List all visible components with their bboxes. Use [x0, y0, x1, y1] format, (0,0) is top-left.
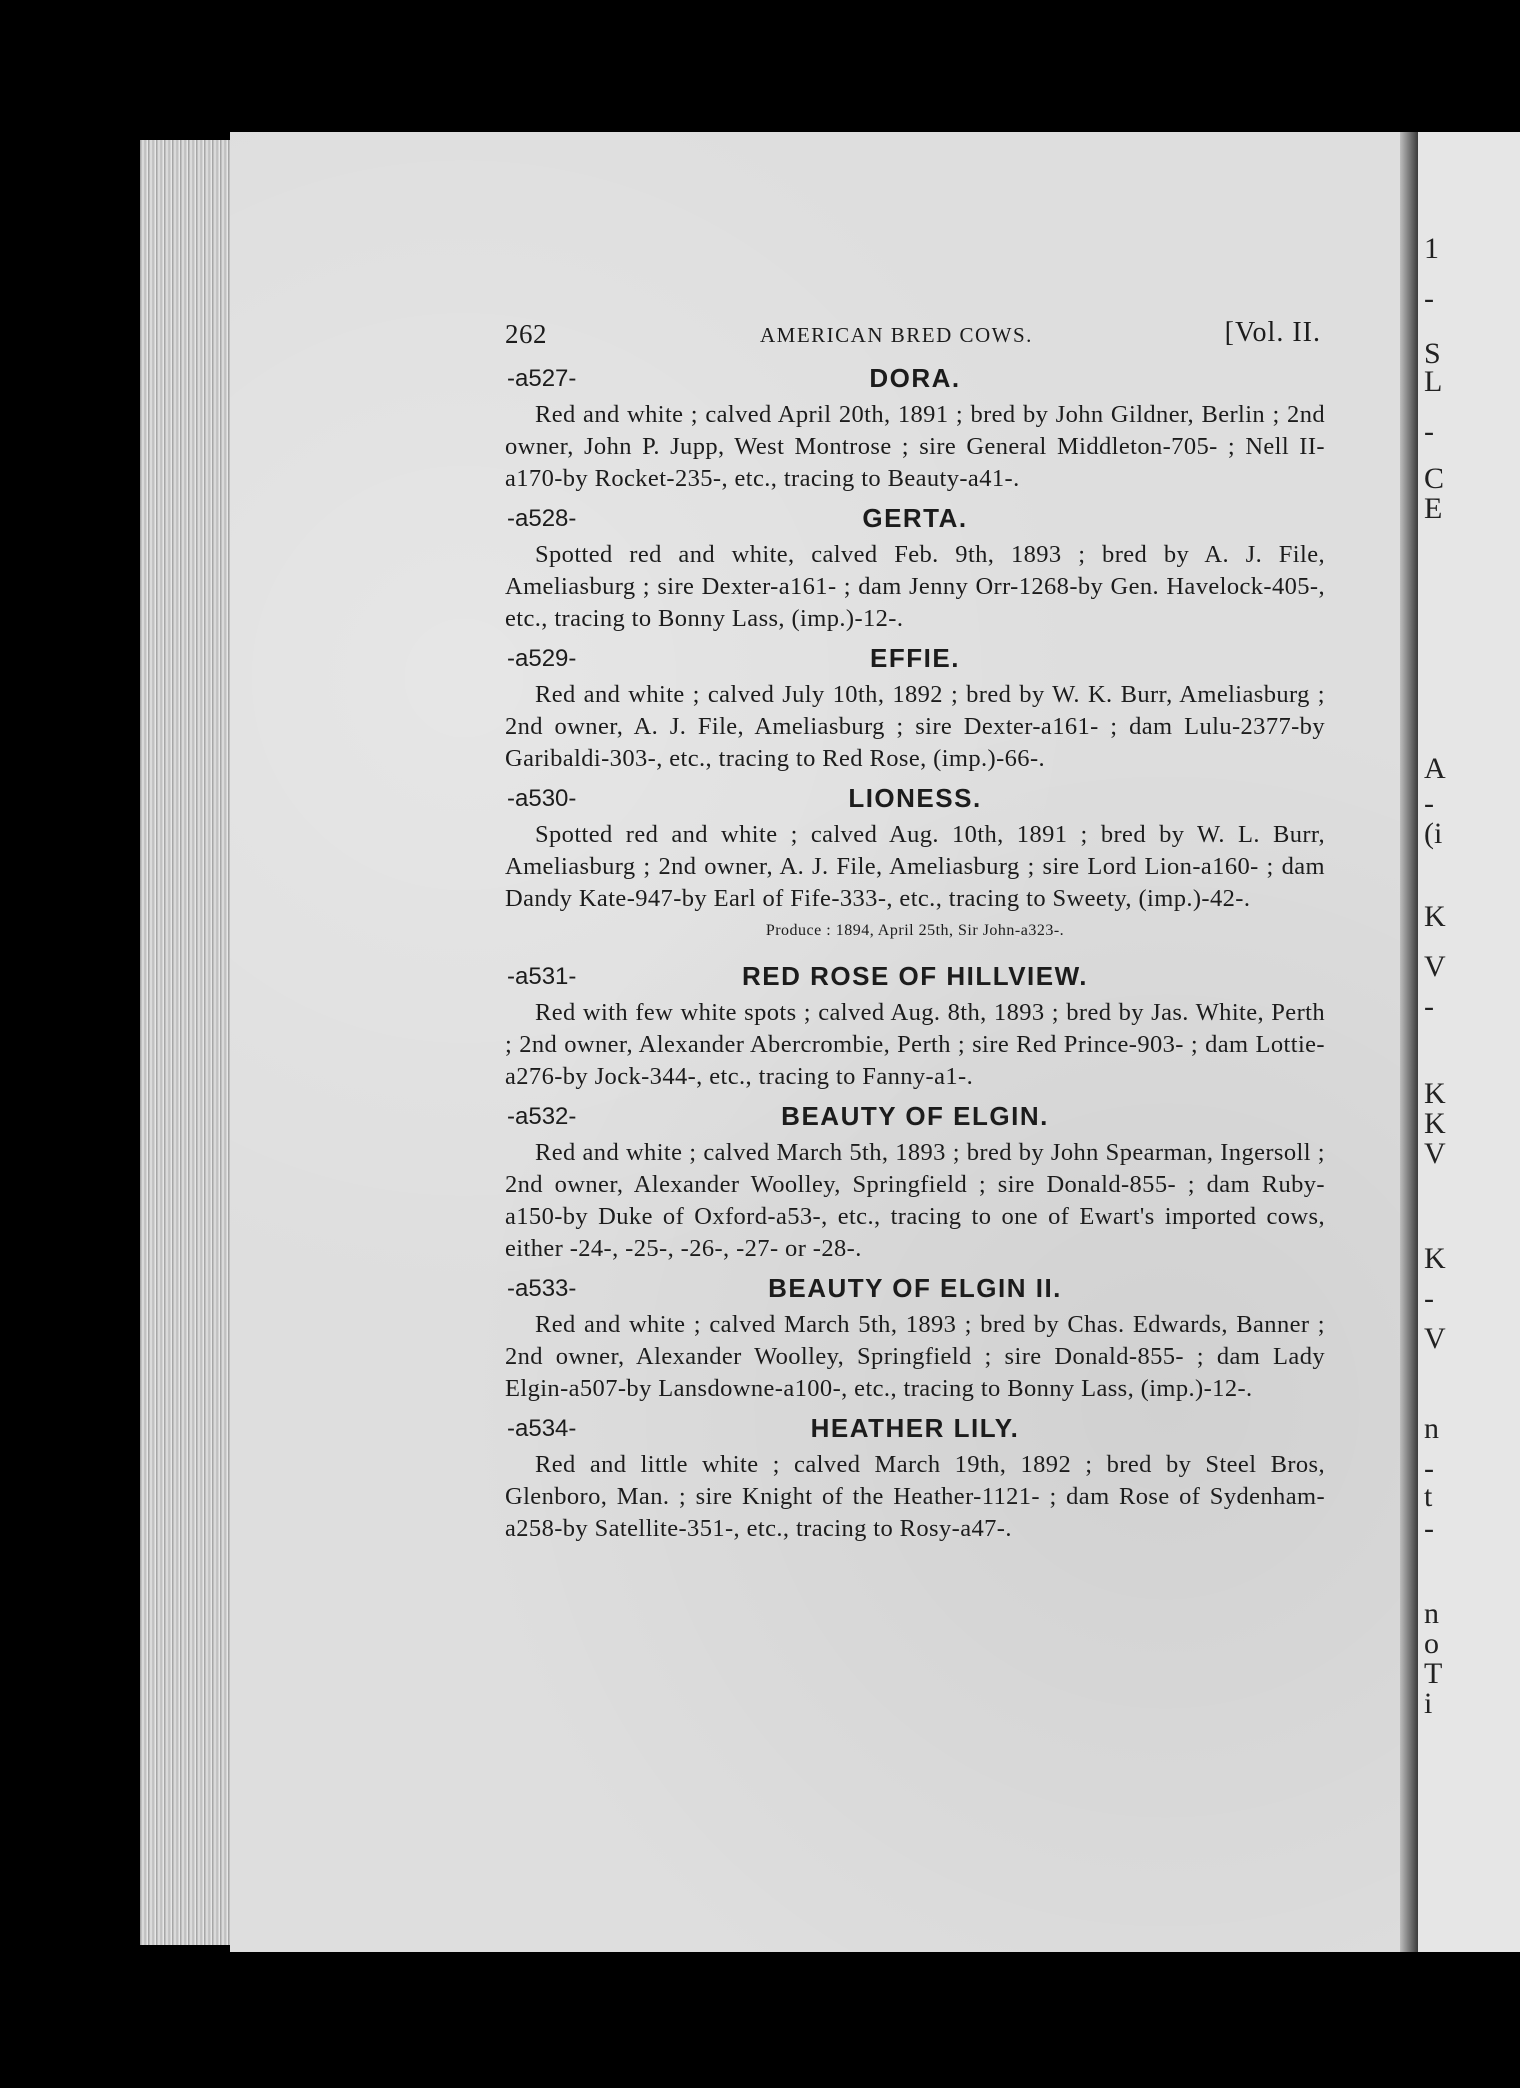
facing-page-fragment: n — [1424, 1412, 1439, 1445]
entry-description: Red and little white ; calved March 19th, 1892 ; bred by Steel Bros, Glenboro, Man. ; sire Knight of the Heather-1121- ; dam Rose of Sydenham-a258-by Satellite-351-, etc., tracing to Rosy-a47-. — [505, 1451, 1325, 1542]
book-gutter — [1400, 132, 1418, 1952]
facing-page-fragment: K — [1424, 1107, 1446, 1140]
facing-page-fragment: K — [1424, 1077, 1446, 1110]
entry-heading — [505, 779, 1325, 819]
cow-entry — [505, 359, 1325, 495]
entry-description: Red and white ; calved July 10th, 1892 ; bred by W. K. Burr, Ameliasburg ; 2nd owner, A. J. File, Ameliasburg ; sire Dexter-a161- ; dam Lulu-2377-by Garibaldi-303-, etc., tracing to Red Rose, (imp.)-66-. — [505, 681, 1325, 772]
cow-entry — [505, 957, 1325, 1093]
facing-page-fragment: 1 — [1424, 232, 1439, 265]
entry-description: Red and white ; calved March 5th, 1893 ; bred by Chas. Edwards, Banner ; 2nd owner, Alexander Woolley, Springfield ; sire Donald-855- ; dam Lady Elgin-a507-by Lansdowne-a100-, etc., tracing to Bonny Lass, (imp.)-12-. — [505, 1311, 1325, 1402]
facing-page-fragment: n — [1424, 1597, 1439, 1630]
cow-name: DORA. — [869, 363, 961, 393]
entry-description: Spotted red and white ; calved Aug. 10th, 1891 ; bred by W. L. Burr, Ameliasburg ; 2nd owner, A. J. File, Ameliasburg ; sire Lord Lion-a160- ; dam Dandy Kate-947-by Earl of Fife-333-, etc., tracing to Sweety, (imp.)-42-. — [505, 821, 1325, 912]
cow-entry — [505, 639, 1325, 775]
entry-heading — [505, 499, 1325, 539]
entry-description: Red with few white spots ; calved Aug. 8th, 1893 ; bred by Jas. White, Perth ; 2nd owner, Alexander Abercrombie, Perth ; sire Red Prince-903- ; dam Lottie-a276-by Jock-344-, etc., tracing to Fanny-a1-. — [505, 999, 1325, 1090]
facing-page-fragment: - — [1424, 415, 1434, 448]
entry-heading — [505, 639, 1325, 679]
running-head — [505, 315, 1325, 355]
facing-page-fragment: o — [1424, 1627, 1439, 1660]
cow-entry — [505, 499, 1325, 635]
cow-name: RED ROSE OF HILLVIEW. — [742, 961, 1088, 991]
registration-number: -a531- — [507, 963, 577, 990]
volume-label: [Vol. II. — [1224, 317, 1321, 348]
facing-page-fragment: E — [1424, 492, 1443, 525]
facing-page-fragment: - — [1424, 787, 1434, 820]
registration-number: -a532- — [507, 1103, 577, 1130]
facing-page-fragment: - — [1424, 1512, 1434, 1545]
registration-number: -a530- — [507, 785, 577, 812]
facing-page-fragment: T — [1424, 1657, 1443, 1690]
entry-description: Red and white ; calved April 20th, 1891 ; bred by John Gildner, Berlin ; 2nd owner, John P. Jupp, West Montrose ; sire General Middleton-705- ; Nell II-a170-by Rocket-235-, etc., tracing to Beauty-a41-. — [505, 401, 1325, 492]
facing-page-fragment: (i — [1424, 817, 1443, 850]
facing-page-fragment: A — [1424, 752, 1446, 785]
cow-entry — [505, 1269, 1325, 1405]
cow-name: BEAUTY OF ELGIN. — [781, 1101, 1049, 1131]
page-text-block — [505, 315, 1325, 1545]
cow-name: BEAUTY OF ELGIN II. — [768, 1273, 1062, 1303]
facing-page-fragment: K — [1424, 1242, 1446, 1275]
produce-note: Produce : 1894, April 25th, Sir John-a323-. — [765, 922, 1065, 939]
entry-description: Spotted red and white, calved Feb. 9th, 1893 ; bred by A. J. File, Ameliasburg ; sire Dexter-a161- ; dam Jenny Orr-1268-by Gen. Havelock-405-, etc., tracing to Bonny Lass, (imp.)-12-. — [505, 541, 1325, 632]
facing-page-edge — [1418, 132, 1520, 1952]
registration-number: -a528- — [507, 505, 577, 532]
entry-description: Red and white ; calved March 5th, 1893 ; bred by John Spearman, Ingersoll ; 2nd owner, Alexander Woolley, Springfield ; sire Donald-855- ; dam Ruby-a150-by Duke of Oxford-a53-, etc., tracing to one of Ewart's imported cows, either -24-, -25-, -26-, -27- or -28-. — [505, 1139, 1325, 1262]
facing-page-fragment: V — [1424, 1137, 1446, 1170]
entry-heading — [505, 957, 1325, 997]
registration-number: -a534- — [507, 1415, 577, 1442]
cow-entry — [505, 1409, 1325, 1545]
facing-page-fragment: C — [1424, 462, 1445, 495]
entry-heading — [505, 1269, 1325, 1309]
registration-number: -a529- — [507, 645, 577, 672]
page-stack-edge — [140, 140, 240, 1945]
cow-entry — [505, 779, 1325, 945]
facing-page-fragment: - — [1424, 282, 1434, 315]
facing-page-fragment: L — [1424, 365, 1443, 398]
cow-name: GERTA. — [862, 503, 968, 533]
running-title: AMERICAN BRED COWS. — [760, 323, 1033, 347]
facing-page-fragment: S — [1424, 337, 1441, 370]
facing-page-fragment: t — [1424, 1480, 1433, 1513]
cow-entry — [505, 1097, 1325, 1265]
facing-page-fragment: V — [1424, 1322, 1446, 1355]
page-number: 262 — [505, 319, 547, 349]
facing-page-fragment: i — [1424, 1687, 1433, 1720]
cow-name: LIONESS. — [848, 783, 982, 813]
facing-page-fragment: - — [1424, 990, 1434, 1023]
facing-page-fragment: K — [1424, 900, 1446, 933]
facing-page-fragment: - — [1424, 1452, 1434, 1485]
registration-number: -a533- — [507, 1275, 577, 1302]
facing-page-fragment: - — [1424, 1282, 1434, 1315]
cow-name: EFFIE. — [870, 643, 960, 673]
facing-page-fragment: V — [1424, 950, 1446, 983]
entry-heading — [505, 1409, 1325, 1449]
registration-number: -a527- — [507, 365, 577, 392]
entry-heading — [505, 1097, 1325, 1137]
cow-name: HEATHER LILY. — [810, 1413, 1020, 1443]
entry-heading — [505, 359, 1325, 399]
